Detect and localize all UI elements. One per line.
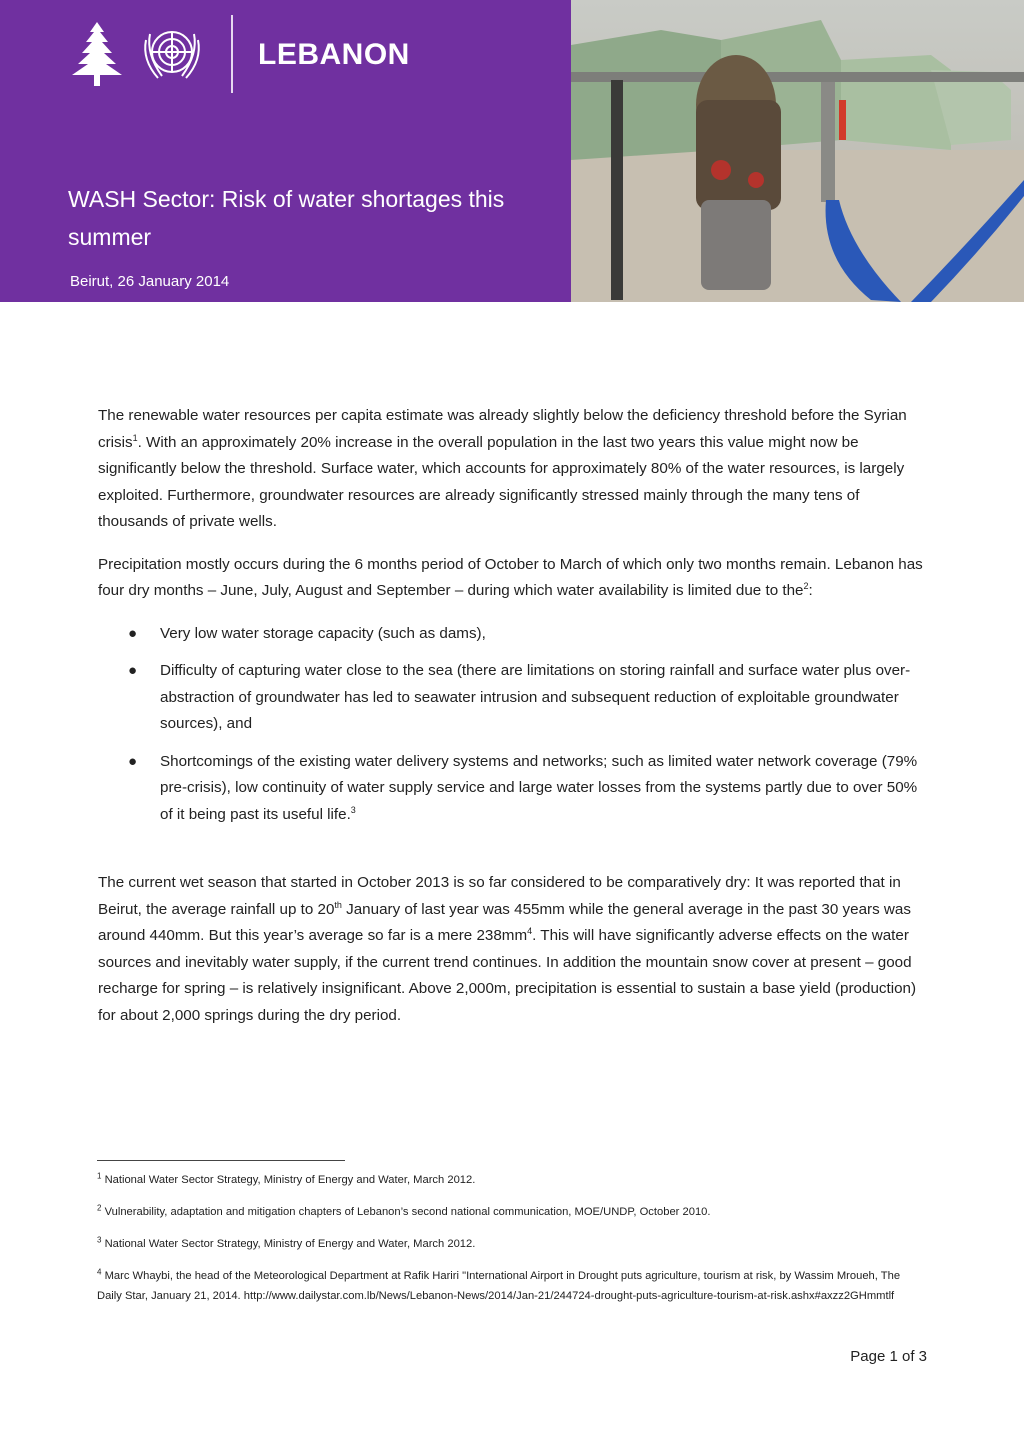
footnote: $^1$ National Water Sector Strategy, Ministry of Energy and Water, March 2012. [97,1171,476,1186]
document-title: WASH Sector: Risk of water shortages this summer [68,186,505,250]
footnote-divider [97,1160,345,1161]
footnote: $^3$ National Water Sector Strategy, Ministry of Energy and Water, March 2012. [97,1235,476,1250]
bullet-list [98,621,928,829]
footnote: $^2$ Vulnerability, adaptation and mitigation chapters of Lebanon’s second national communication, MOE/UNDP, October 2010. [97,1203,711,1218]
list-item: ● Shortcomings of the existing water delivery systems and networks; such as limited water network coverage (79% pre-crisis), low continuity of water supply service and large water losses from the systems partly due to over 50% of it being past its useful life.$^3$ [98,749,928,829]
footnote: $^4$ Marc Whaybi, the head of the Meteorological Department at Rafik Hariri "International Airport in Drought puts agriculture, tourism at risk, by Wassim Mroueh, The Daily Star, January 21, 2014. http://www.dailystar.com.lb/News/Lebanon-News/2014/Jan-21/244724-drought-puts-agriculture-tourism-at-risk.ashx#axzz2GHmmtlf [97,1267,901,1302]
footnotes [97,1170,917,1318]
body-text [98,403,928,1045]
footnote-ref[interactable]: 3 [350,804,356,815]
paragraph: Precipitation mostly occurs during the 6 months period of October to March of which only two months remain. Lebanon has four dry months – June, July, August and September – during which water availability is limited due to the$^2$: [98,555,923,599]
un-emblem-icon [136,20,208,88]
country-name: LEBANON [258,38,410,71]
footnote-ref[interactable]: 2 [803,580,809,591]
header-banner [0,0,571,302]
footnote-ref[interactable]: 1 [132,432,138,443]
bullet-icon: ● [128,662,138,679]
list-item: ● Very low water storage capacity (such as dams), [98,621,928,648]
page-number: Page 1 of 3 [850,1348,927,1365]
dateline: Beirut, 26 January 2014 [70,273,230,290]
bullet-icon: ● [128,624,138,642]
cedar-tree-icon [64,20,130,88]
paragraph: The renewable water resources per capita estimate was already slightly below the deficiency threshold before the Syrian crisis$^1$. With an approximately 20% increase in the overall population in the last two years this value might now be significantly below the threshold. Surface water, which accounts for approximately 80% of the water resources, is largely exploited. Furthermore, groundwater resources are already significantly stressed mainly through the many tens of thousands of private wells. [98,407,907,530]
logo-divider [231,15,233,93]
header-photo [571,0,1024,302]
list-item: ● Difficulty of capturing water close to the sea (there are limitations on storing rainfall and surface water plus over-abstraction of groundwater has led to seawater intrusion and subsequent reduction of exploitable groundwater sources), and [98,658,928,738]
paragraph: The current wet season that started in October 2013 is so far considered to be comparatively dry: It was reported that in Beirut, the average rainfall up to 20th January of last year was 455mm while the general average in the past 30 years was around 440mm. But this year’s average so far is a mere $238mm^4$. This will have significantly adverse effects on the water sources and inevitably water supply, if the current trend continues. In addition the mountain snow cover at present – good recharge for spring – is relatively insignificant. Above 2,000m, precipitation is essential to sustain a base yield (production) for about 2,000 springs during the dry period. [98,874,917,1024]
footnote-ref[interactable]: 4 [527,925,533,936]
bullet-icon: ● [128,752,138,770]
